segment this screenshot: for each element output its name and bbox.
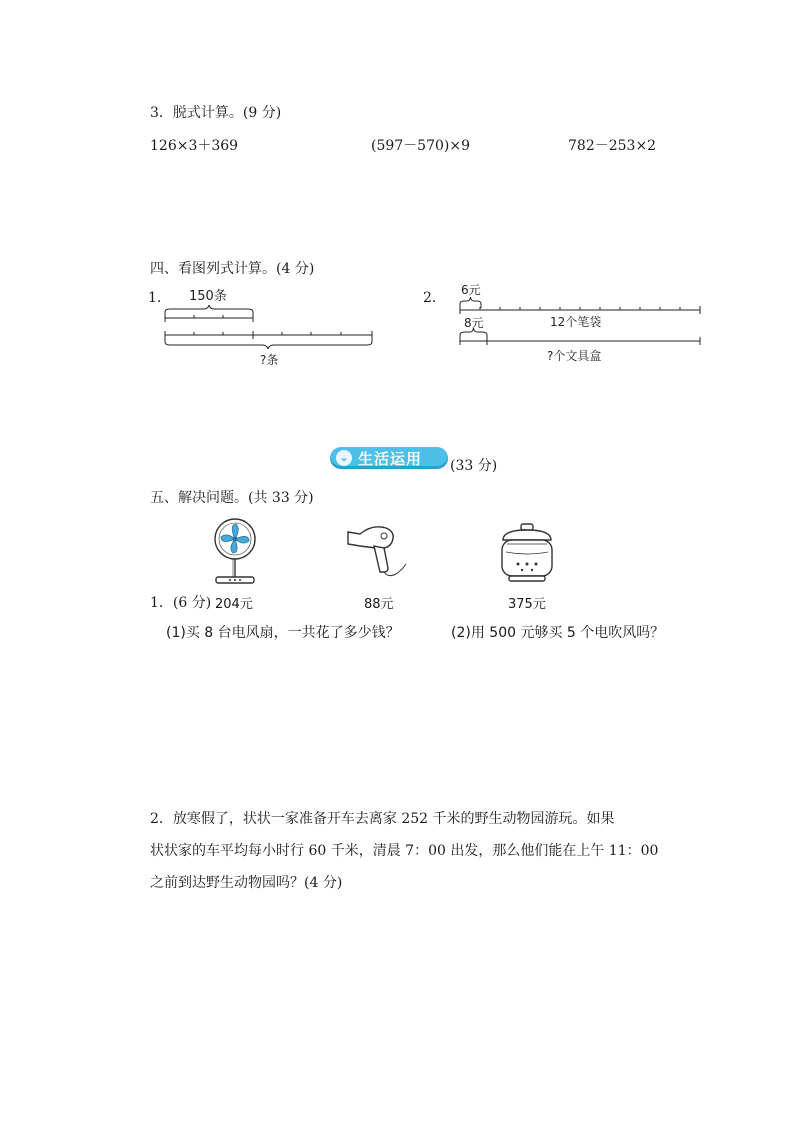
- diagram-1-line-segments: [160, 282, 380, 372]
- problem-1-question-1: (1)买 8 台电风扇，一共花了多少钱？: [166, 625, 400, 641]
- diagram-2-label-6: 6元: [461, 283, 481, 297]
- diagram-2-line-segments: [455, 280, 705, 370]
- diagram-2-label-8: 8元: [464, 316, 484, 330]
- rice-cooker-price: 375元: [508, 597, 546, 612]
- problem-2-line-1: 2．放寒假了，状状一家准备开车去离家 252 千米的野生动物园游玩。如果: [150, 811, 615, 827]
- diagram-2-number: 2.: [423, 290, 437, 306]
- problem-2-line-2: 状状家的车平均每小时行 60 千米，清晨 7：00 出发，那么他们能在上午 11：00: [150, 843, 659, 859]
- diagram-1-number: 1.: [148, 290, 162, 306]
- rice-cooker-icon: [497, 522, 557, 586]
- banner-score: (33 分): [450, 458, 498, 474]
- diagram-1-top-label: 150条: [189, 289, 227, 304]
- problem-2-line-3: 之前到达野生动物园吗？(4 分): [150, 875, 343, 891]
- problem-1-prefix: 1．(6 分): [150, 595, 212, 611]
- section-banner: [330, 447, 448, 469]
- expression-1: 126×3＋369: [150, 138, 239, 154]
- fan-price: 204元: [215, 597, 253, 612]
- diagram-2-bottom-label: ?个文具盒: [547, 349, 602, 363]
- banner-label: 生活运用: [358, 449, 423, 468]
- section-4-heading: 四、看图列式计算。(4 分): [150, 261, 315, 277]
- section-5-heading: 五、解决问题。(共 33 分): [150, 490, 314, 506]
- expression-2: (597－570)×9: [371, 138, 471, 154]
- chevron-down-icon: ⌄: [336, 450, 352, 466]
- problem-2: [150, 803, 690, 899]
- hair-dryer-price: 88元: [364, 597, 394, 612]
- section-3-heading: 3．脱式计算。(9 分): [150, 105, 282, 121]
- electric-fan-icon: [210, 515, 260, 587]
- expression-3: 782－253×2: [568, 138, 657, 154]
- problem-1-question-2: (2)用 500 元够买 5 个电吹风吗？: [451, 625, 665, 641]
- hair-dryer-icon: [344, 518, 410, 580]
- diagram-1-bottom-label: ?条: [260, 353, 279, 367]
- diagram-2-label-middle: 12个笔袋: [550, 315, 602, 329]
